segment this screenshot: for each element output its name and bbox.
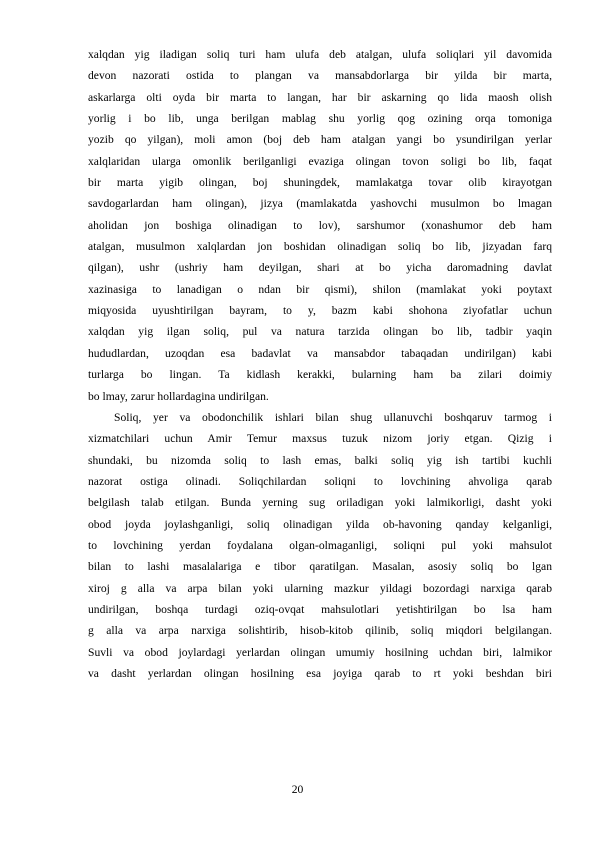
text-line: shundaki, bu nizomda soliq to lash emas, balki soliq yig ish tartibi kuchli: [88, 453, 552, 467]
page-number: 20: [291, 783, 304, 796]
text-line: atalgan, musulmon xalqlardan jon boshidan olinadigan soliq bo lib, jizyadan farq: [88, 240, 552, 254]
text-line: savdogarlardan ham olingan), jizya (mamlakatda yashovchi musulmon bo lmagan: [88, 197, 552, 211]
text-line: turlarga bo lingan. Ta kidlash kerakki, bularning ham ba zilari doimiy: [88, 368, 552, 382]
text-line: devon nazorati ostida to plangan va mansabdorlarga bir yilda bir marta,: [88, 69, 552, 83]
text-line: miqyosida uyushtirilgan bayram, to y, bazm kabi shohona ziyofatlar uchun: [88, 304, 552, 318]
text-line: xiroj g alla va arpa bilan yoki ularning mazkur yildagi bozordagi narxiga qarab: [88, 581, 552, 595]
text-line: bilan to lashi masalalariga e tibor qaratilgan. Masalan, asosiy soliq bo lgan: [88, 560, 552, 574]
text-line: xalqdan yig ilgan soliq, pul va natura tarzida olingan bo lib, tadbir yaqin: [88, 325, 552, 339]
text-line: undirilgan, boshqa turdagi oziq-ovqat mahsulotlari yetishtirilgan bo lsa ham: [88, 602, 552, 616]
text-line: hududlardan, uzoqdan esa badavlat va mansabdor tabaqadan undirilgan) kabi: [88, 346, 552, 360]
text-line: xazinasiga to lanadigan o ndan bir qismi), shilon (mamlakat yoki poytaxt: [88, 282, 552, 296]
text-line: nazorat ostiga olinadi. Soliqchilardan soliqni to lovchining ahvoliga qarab: [88, 474, 552, 488]
text-line: Suvli va obod joylardagi yerlardan olingan umumiy hosilning uchdan biri, lalmikor: [88, 645, 552, 659]
text-line: askarlarga olti oyda bir marta to langan, har bir askarning qo lida maosh olish: [88, 90, 552, 104]
paragraph-first-line: Soliq, yer va obodonchilik ishlari bilan shug ullanuvchi boshqaruv tarmog i: [114, 410, 552, 424]
text-line: xizmatchilari uchun Amir Temur maxsus tuzuk nizom joriy etgan. Qizig i: [88, 432, 552, 446]
text-line: obod joyda joylashganligi, soliq olinadigan yilda ob-havoning qanday kelganligi,: [88, 517, 552, 531]
text-line: bir marta yigib olingan, boj shuningdek, mamlakatga tovar olib kirayotgan: [88, 176, 552, 190]
text-line: xalqdan yig iladigan soliq turi ham ulufa deb atalgan, ulufa soliqlari yil davomida: [88, 48, 552, 61]
body-text: [88, 44, 552, 684]
text-line: to lovchining yerdan foydalana olgan-olmaganligi, soliqni pul yoki mahsulot: [88, 538, 552, 552]
text-line: qilgan), ushr (ushriy ham deyilgan, shari at bo yicha daromadning davlat: [88, 261, 552, 275]
text-line: yorlig i bo lib, unga berilgan mablag shu yorlig qog ozining orqa tomoniga: [88, 112, 552, 126]
text-line: belgilash talab etilgan. Bunda yerning sug oriladigan yoki lalmikorligi, dasht yoki: [88, 496, 552, 510]
text-line: bo lmay, zarur hollardagina undirilgan.: [88, 389, 269, 403]
text-line: aholidan jon boshiga olinadigan to lov), sarshumor (xonashumor deb ham: [88, 218, 552, 232]
text-line: xalqlaridan ularga omonlik berilganligi evaziga olingan tovon soligi bo lib, faqat: [88, 154, 552, 168]
text-line: g alla va arpa narxiga solishtirib, hisob-kitob qilinib, soliq miqdori belgilangan.: [88, 624, 552, 638]
text-line: yozib qo yilgan), moli amon (boj deb ham atalgan yangi bo ysundirilgan yerlar: [88, 133, 552, 147]
text-line: va dasht yerlardan olingan hosilning esa joyiga qarab to rt yoki beshdan biri: [88, 666, 552, 680]
